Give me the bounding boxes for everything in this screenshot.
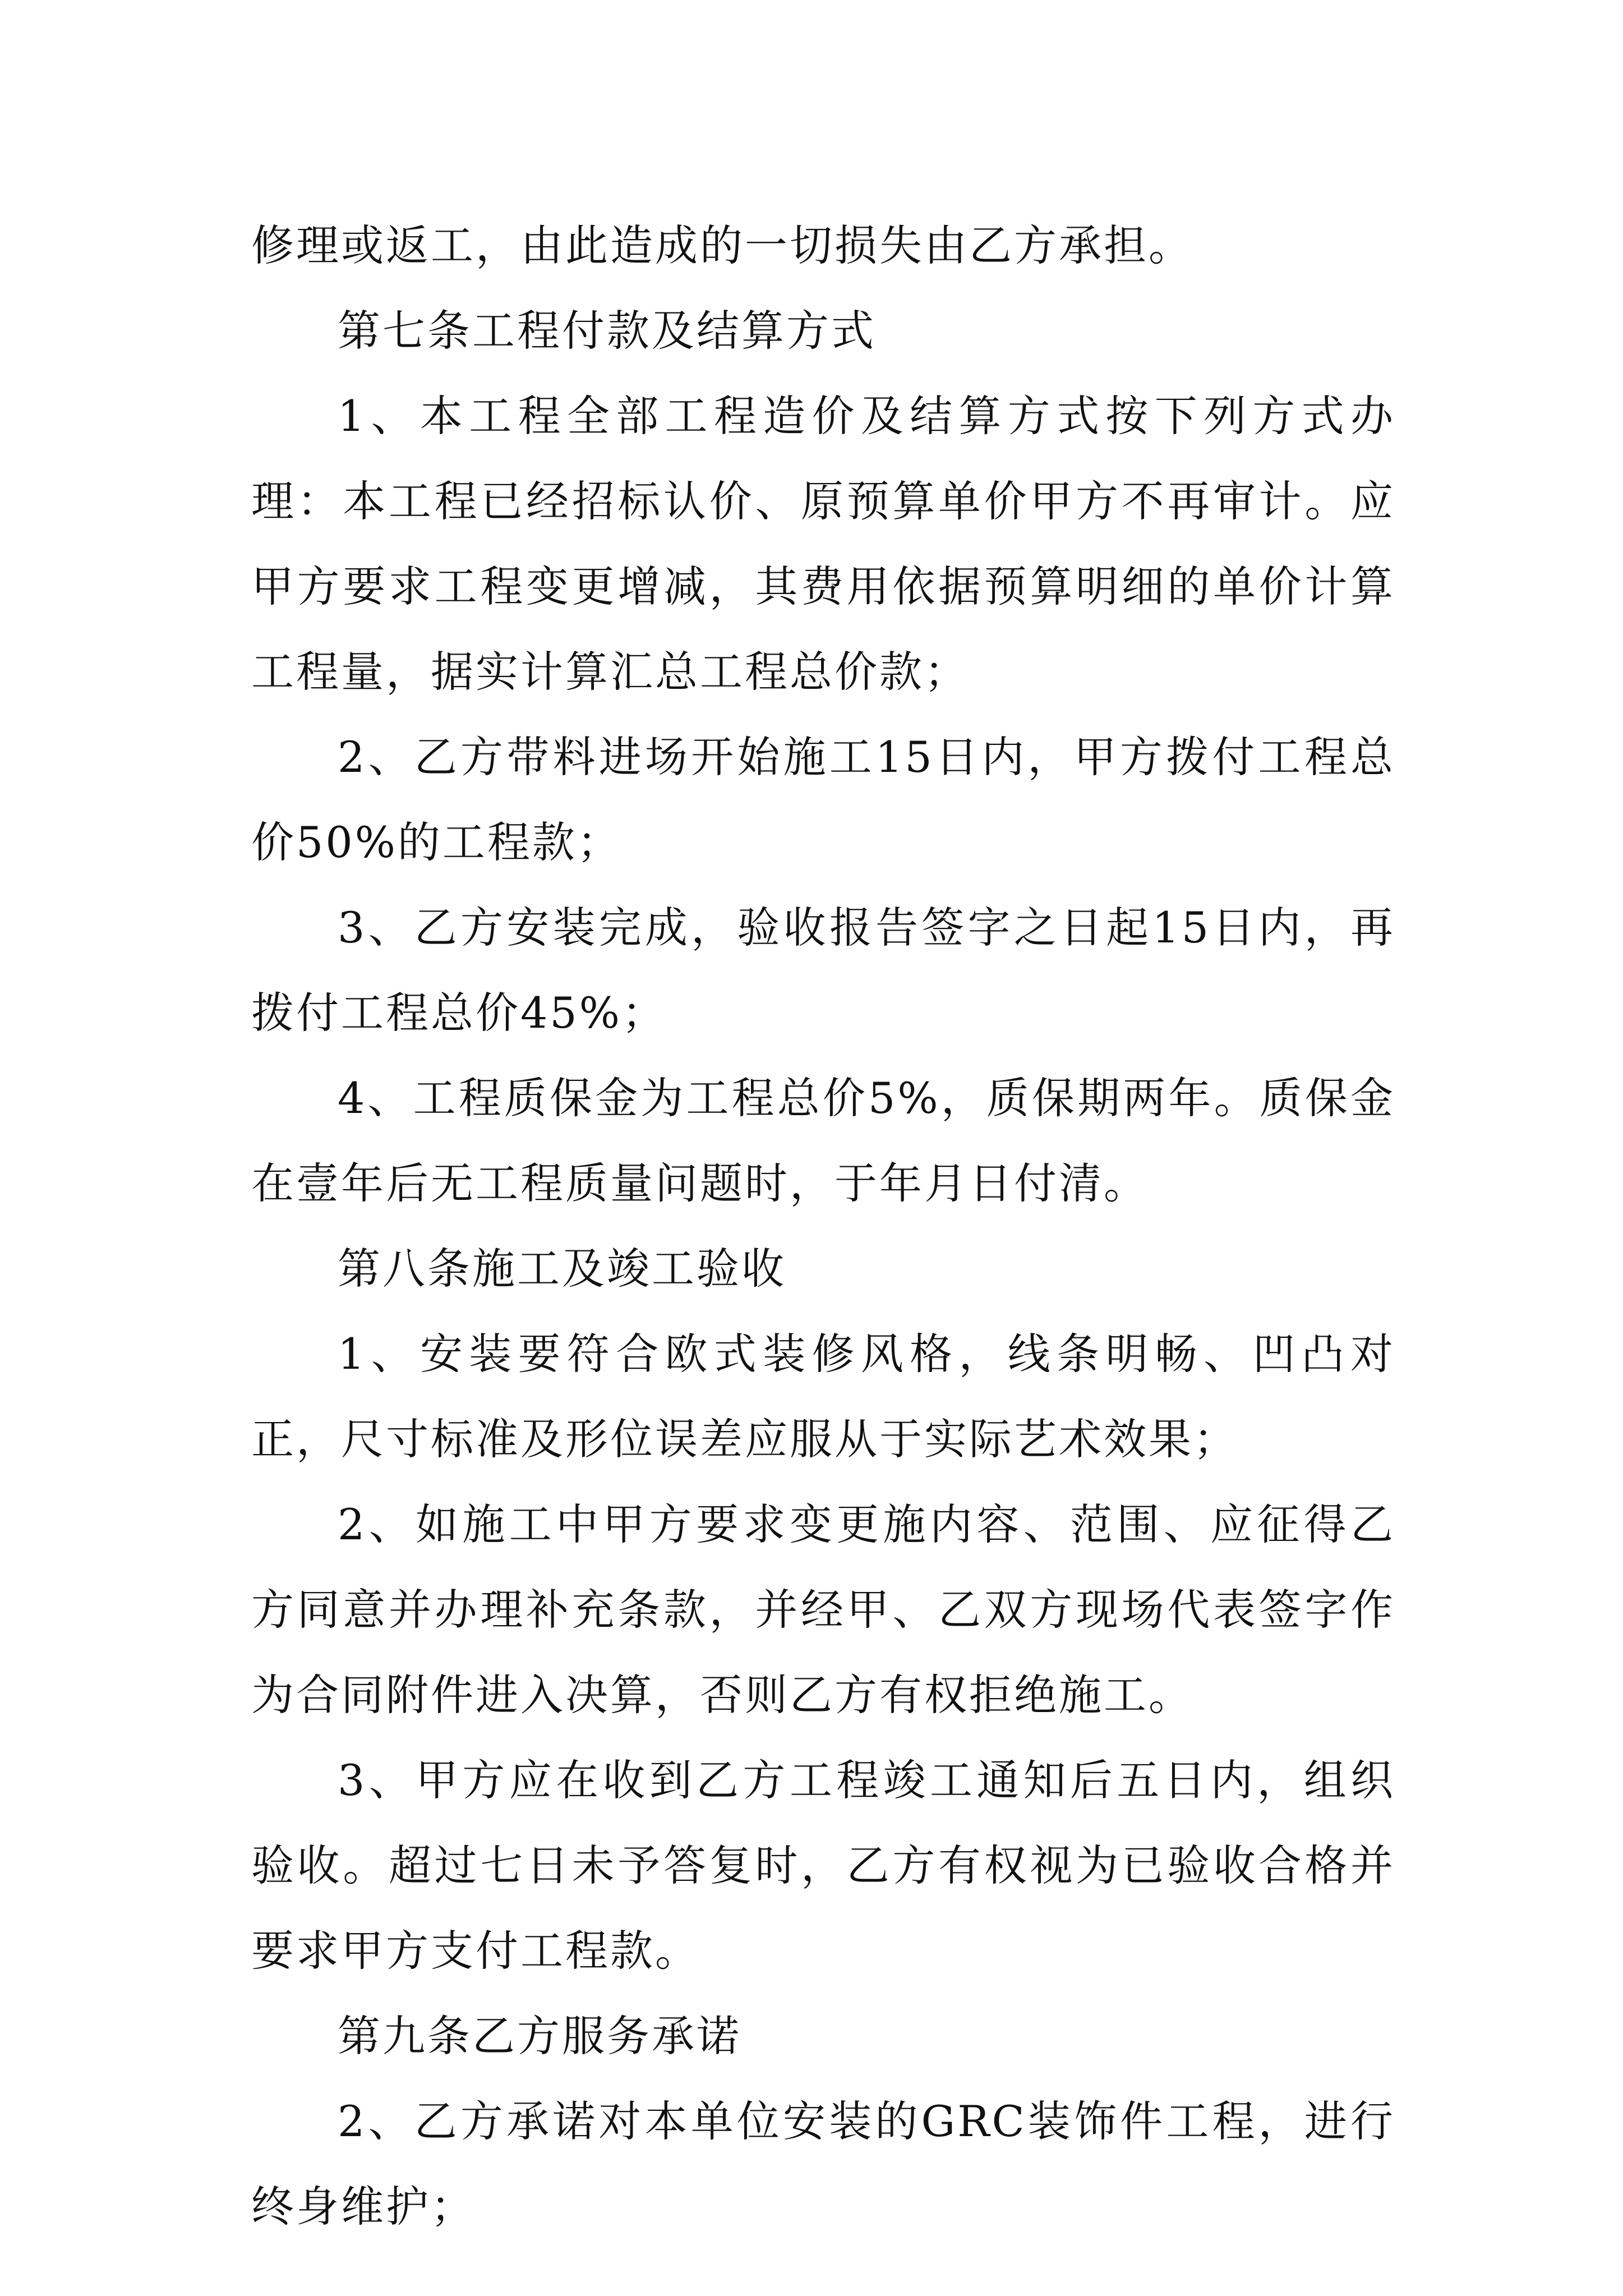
article-7-clause-1: 1、本工程全部工程造价及结算方式按下列方式办理：本工程已经招标认价、原预算单价甲方不再审计。应甲方要求工程变更增减，其费用依据预算明细的单价计算工程量，据实计算汇总工程总价款； (251, 391, 1395, 697)
article-9-heading: 第九条乙方服务承诺 (338, 2011, 741, 2061)
article-7-clause-4: 4、工程质保金为工程总价5%，质保期两年。质保金在壹年后无工程质量问题时，于年月日付清。 (251, 1073, 1395, 1208)
article-8-clause-1: 1、安装要符合欧式装修风格，线条明畅、凹凸对正，尺寸标准及形位误差应服从于实际艺术效果； (251, 1329, 1395, 1464)
article-7-clause-3: 3、乙方安装完成，验收报告签字之日起15日内，再拨付工程总价45%； (251, 903, 1395, 1038)
article-8-clause-2: 2、如施工中甲方要求变更施内容、范围、应征得乙方同意并办理补充条款，并经甲、乙双方现场代表签字作为合同附件进入决算，否则乙方有权拒绝施工。 (251, 1499, 1395, 1720)
article-8-clause-3: 3、甲方应在收到乙方工程竣工通知后五日内，组织验收。超过七日未予答复时，乙方有权视为已验收合格并要求甲方支付工程款。 (251, 1755, 1395, 1976)
article-8-heading: 第八条施工及竣工验收 (338, 1244, 786, 1294)
article-9-clause-2: 2、乙方承诺对本单位安装的GRC装饰件工程，进行终身维护； (251, 2096, 1395, 2231)
article-7-heading: 第七条工程付款及结算方式 (338, 306, 876, 356)
paragraph-continuation: 修理或返工，由此造成的一切损失由乙方承担。 (251, 220, 1193, 270)
article-7-clause-2: 2、乙方带料进场开始施工15日内，甲方拨付工程总价50%的工程款； (251, 732, 1395, 867)
document-body (251, 203, 1395, 2249)
